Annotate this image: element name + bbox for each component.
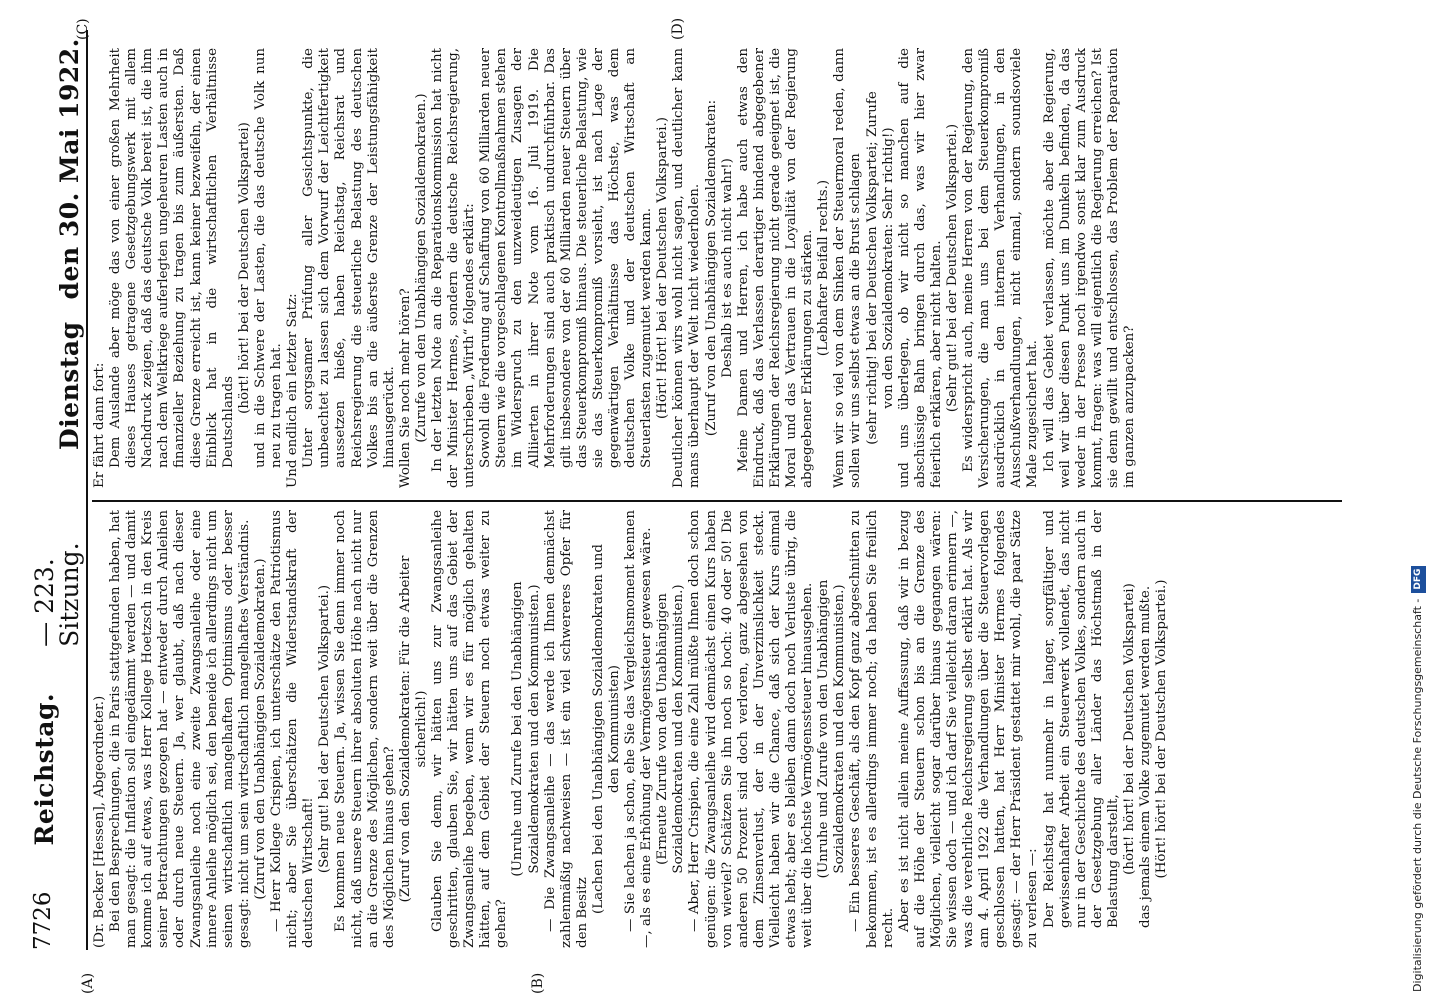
- paragraph: Deutlicher können wirs wohl nicht sagen, und deutlicher kann mans überhaupt der Welt nicht wiederholen.: [671, 48, 703, 488]
- interjection: (Hört! hört! bei der Deutschen Volkspartei.): [1154, 579, 1170, 879]
- margin-marker-d: (D): [670, 17, 686, 40]
- header-title: Reichstag.: [30, 692, 59, 846]
- funding-sidebar: [1406, 8, 1430, 992]
- paragraph: Ich will das Gebiet verlassen, möchte aber die Regierung, weil wir über diesen Punkt uns im Dunkeln befinden, da das weder in der Presse noch irgendwo sonst klar zum Ausdruck kommt, fragen: was will eigentlich die Regierung erreichen? Ist sie denn gewillt und entschlossen, das Problem der Reparation im ganzen anzupacken?: [1041, 48, 1137, 488]
- interjection: (Erneute Zurufe von den Unabhängigen Sozialdemokraten und den Kommunisten.): [655, 584, 687, 874]
- paragraph: Wenn wir so viel von dem Sinken der Steuermoral reden, dann sollen wir uns selbst etwas an die Brust schlagen: [832, 48, 864, 488]
- interjection: (Lebhafter Beifall rechts.): [816, 179, 832, 357]
- right-column: [92, 48, 1342, 488]
- column-rule: [92, 500, 1342, 502]
- page-header: [30, 30, 84, 950]
- header-weekday: Dienstag: [55, 321, 84, 450]
- paragraph: — Die Zwangsanleihe — das werde ich Ihnen demnächst zahlenmäßig nachweisen — ist ein viel schwereres Opfer für den Besitz: [542, 510, 590, 948]
- dfg-logo: DFG: [1411, 566, 1426, 593]
- quotation: und in die Schwere der Lasten, die das deutsche Volk nun neu zu tragen hat.: [252, 48, 285, 468]
- paragraph: Bei den Besprechungen, die in Paris stattgefunden haben, hat man gesagt: die Inflation soll eingedämmt werden — und damit komme ich auf etwas, was Herr Kollege Hoetzsch in den Kreis seiner Betrachtungen gezogen hat — entweder durch Anleihen oder durch neue Steuern. Ja, wer glaubt, daß nach dieser Zwangsanleihe noch eine zweite Zwangsanleihe oder eine innere Anleihe möglich sei, den beneide ich allerdings nicht um seinen wirtschaftlich mangelhaften Optimismus oder besser gesagt: nicht um sein wirtschaftlich mangelhaftes Verständnis.: [108, 510, 252, 948]
- interjection: (Zuruf von den Unabhängigen Sozialdemokraten.): [252, 558, 268, 900]
- interjection: (Lachen bei den Unabhängigen Sozialdemokraten und den Kommunisten): [590, 544, 622, 914]
- paragraph: — Ein besseres Geschäft, als den Kopf ganz abgeschnitten zu bekommen, ist es allerdings immer noch; da haben Sie freilich recht.: [848, 510, 896, 948]
- paragraph: Und endlich ein letzter Satz:: [285, 293, 301, 488]
- header-rule: [86, 30, 88, 950]
- quotation: Der Reichstag hat nunmehr in langer, sorgfältiger und gewissenhafter Arbeit ein Steuerwerk vollendet, das nicht nur in der Geschichte des deutschen Volkes, sondern auch in der Gesetzgebung aller Länder das Höchstmaß in der Belastung darstellt,: [1041, 510, 1121, 928]
- margin-marker-c: (C): [75, 18, 91, 40]
- margin-marker-b: (B): [530, 972, 546, 994]
- interjection: (Zuruf von den Sozialdemokraten: Für die Arbeiter sicherlich!): [397, 555, 429, 903]
- interjection: (Hört! Hört! bei der Deutschen Volkspartei.): [655, 117, 671, 419]
- interjection: (sehr richtig! bei der Deutschen Volkspartei; Zurufe von den Sozialdemokraten: Sehr richtig!): [864, 91, 896, 445]
- quotation: das jemals einem Volke zugemutet werden mußte.: [1138, 585, 1154, 928]
- interjection: (Unruhe und Zurufe von den Unabhängigen Sozialdemokraten und den Kommunisten.): [816, 579, 848, 879]
- paragraph: Glauben Sie denn, wir hätten uns zur Zwangsanleihe geschritten, glauben Sie, wir hätten uns auf das Gebiet der Zwangsanleihe begeben, wenn wir es für möglich gehalten hätten, auf dem Gebiet der Steuern noch etwas weiter zu gehen?: [429, 510, 510, 948]
- interjection: (hört! hört! bei der Deutschen Volkspartei): [236, 122, 252, 414]
- paragraph: — Herr Kollege Crispien, ich unterschätze den Patriotismus nicht; aber Sie überschätzen die Widerstandskraft der deutschen Wirtschaft!: [269, 510, 317, 948]
- header-date: den 30. Mai 1922.: [55, 38, 84, 300]
- quotation: Sowohl die Forderung auf Schaffung von 60 Milliarden neuer Steuern wie die vorgeschlagenen Kontrollmaßnahmen stehen im Widerspruch zu den unzweideutigen Zusagen der Alliierten in ihrer Note vom 16. Juli 1919. Die Mehrforderungen sind auch praktisch undurchführbar. Das gilt insbesondere von der 60 Milliarden neuer Steuern über das Steuerkompromiß hinaus. Die steuerliche Belastung, wie sie das Steuerkompromiß vorsieht, ist nach Lage der gegenwärtigen Verhältnisse das Höchste, was dem deutschen Volke und der deutschen Wirtschaft an Steuerlasten zugemutet werden kann.: [478, 48, 655, 468]
- speaker-line: (Dr. Becker [Hessen], Abgeordneter.): [92, 695, 107, 948]
- interjection: (Sehr gut! bei der Deutschen Volkspartei.): [317, 584, 333, 874]
- paragraph: — Sie lachen ja schon, ehe Sie das Vergleichsmoment kennen —, als es eine Erhöhung der Vermögenssteuer gewesen wäre.: [623, 510, 655, 948]
- quotation: Dem Auslande aber möge das von einer großen Mehrheit dieses Hauses getragene Gesetzgebungswerk mit allem Nachdruck zeigen, daß das deutsche Volk bereit ist, die ihm nach dem Weltkriege auferlegten ungeheuren Lasten auch in finanzieller Beziehung zu tragen bis zum äußersten. Daß diese Grenze erreicht ist, kann keiner bezweifeln, der einen Einblick hat in die wirtschaftlichen Verhältnisse Deutschlands: [108, 48, 236, 468]
- paragraph: — Aber, Herr Crispien, die eine Zahl müßte Ihnen doch schon genügen: die Zwangsanleihe wird demnächst einen Kurs haben von wieviel? Schätzen Sie ihn noch so hoch: 40 oder 50! Die anderen 50 Prozent sind doch verloren, ganz abgesehen von dem Zinsenverlust, der in der Unverzinslichkeit steckt. Vielleicht haben wir die Chance, daß sich der Kurs einmal etwas hebt; aber es bleiben dann doch noch Verluste übrig, die weit über die höchste Vermögenssteuer hinausgehen.: [687, 510, 816, 948]
- funding-note: Digitalisierung gefördert durch die Deutsche Forschungsgemeinschaft -: [1411, 598, 1424, 992]
- paragraph: und uns überlegen, ob wir nicht so manchen auf die abschüssige Bahn bringen durch das, was wir hier zwar feierlich erklären, aber nicht halten.: [896, 48, 944, 488]
- page-number: 7726: [30, 891, 56, 950]
- interjection: (Zuruf von den Unabhängigen Sozialdemokraten: Deshalb ist es auch nicht wahr!): [703, 99, 735, 437]
- interjection: (Sehr gut! bei der Deutschen Volkspartei.): [944, 123, 960, 413]
- paragraph: Aber es ist nicht allein meine Auffassung, daß wir in bezug auf die Höhe der Steuern schon bis an die Grenze des Möglichen, vielleicht sogar darüber hinaus gegangen wären: Sie wissen doch — und ich darf Sie vielleicht daran erinnern —, was die verehrliche Reichsregierung selbst erklärt hat. Als wir am 4. April 1922 die Verhandlungen über die Steuervorlagen geschlossen hatten, hat Herr Minister Hermes folgendes gesagt: — der Herr Präsident gestattet mir wohl, die paar Sätze zu verlesen —:: [896, 510, 1041, 948]
- paragraph: In der letzten Note an die Reparationskommission hat nicht der Minister Hermes, sondern die deutsche Reichsregierung, unterschrieben „Wirth“ folgendes erklärt:: [429, 48, 478, 488]
- left-column: [92, 510, 1342, 948]
- paragraph: Wollen Sie noch mehr hören?: [397, 288, 413, 488]
- interjection: (Zurufe von den Unabhängigen Sozialdemokraten.): [413, 93, 429, 443]
- margin-marker-a: (A): [80, 972, 96, 994]
- interjection: (Unruhe und Zurufe bei den Unabhängigen Sozialdemokraten und den Kommunisten.): [510, 581, 542, 877]
- header-session: — 223. Sitzung.: [30, 542, 84, 647]
- paragraph: Er fährt dann fort:: [92, 362, 107, 488]
- paragraph: Meine Damen und Herren, ich habe auch etwas den Eindruck, daß das Verlassen derartiger bindend abgegebener Erklärungen der Reichsregierung nicht gerade geeignet ist, die Moral und das Vertrauen in die Loyalität von der Regierung abgegebener Erklärungen zu stärken.: [735, 48, 816, 488]
- quotation: Unter sorgsamer Prüfung aller Gesichtspunkte, die unbeachtet zu lassen sich dem Vorwurf der Leichtfertigkeit aussetzen hieße, haben Reichstag, Reichsrat und Reichsregierung die steuerliche Belastung des deutschen Volkes bis an die äußerste Grenze der Leistungsfähigkeit hinausgerückt.: [301, 48, 397, 468]
- interjection: (hört! hört! bei der Deutschen Volkspartei): [1122, 583, 1137, 875]
- paragraph: Es widerspricht auch, meine Herren von der Regierung, den Versicherungen, die man uns bei dem Steuerkompromiß ausdrücklich in den internen Verhandlungen, in den Ausschußverhandlungen, nicht einmal, sondern soundsoviele Male zugesichert hat.: [961, 48, 1041, 488]
- paragraph: Es kommen neue Steuern. Ja, wissen Sie denn immer noch nicht, daß unsere Steuern ihrer absoluten Höhe nach nicht nur an die Grenze des Möglichen, sondern weit über die Grenzen des Möglichen hinaus gehen?: [333, 510, 397, 948]
